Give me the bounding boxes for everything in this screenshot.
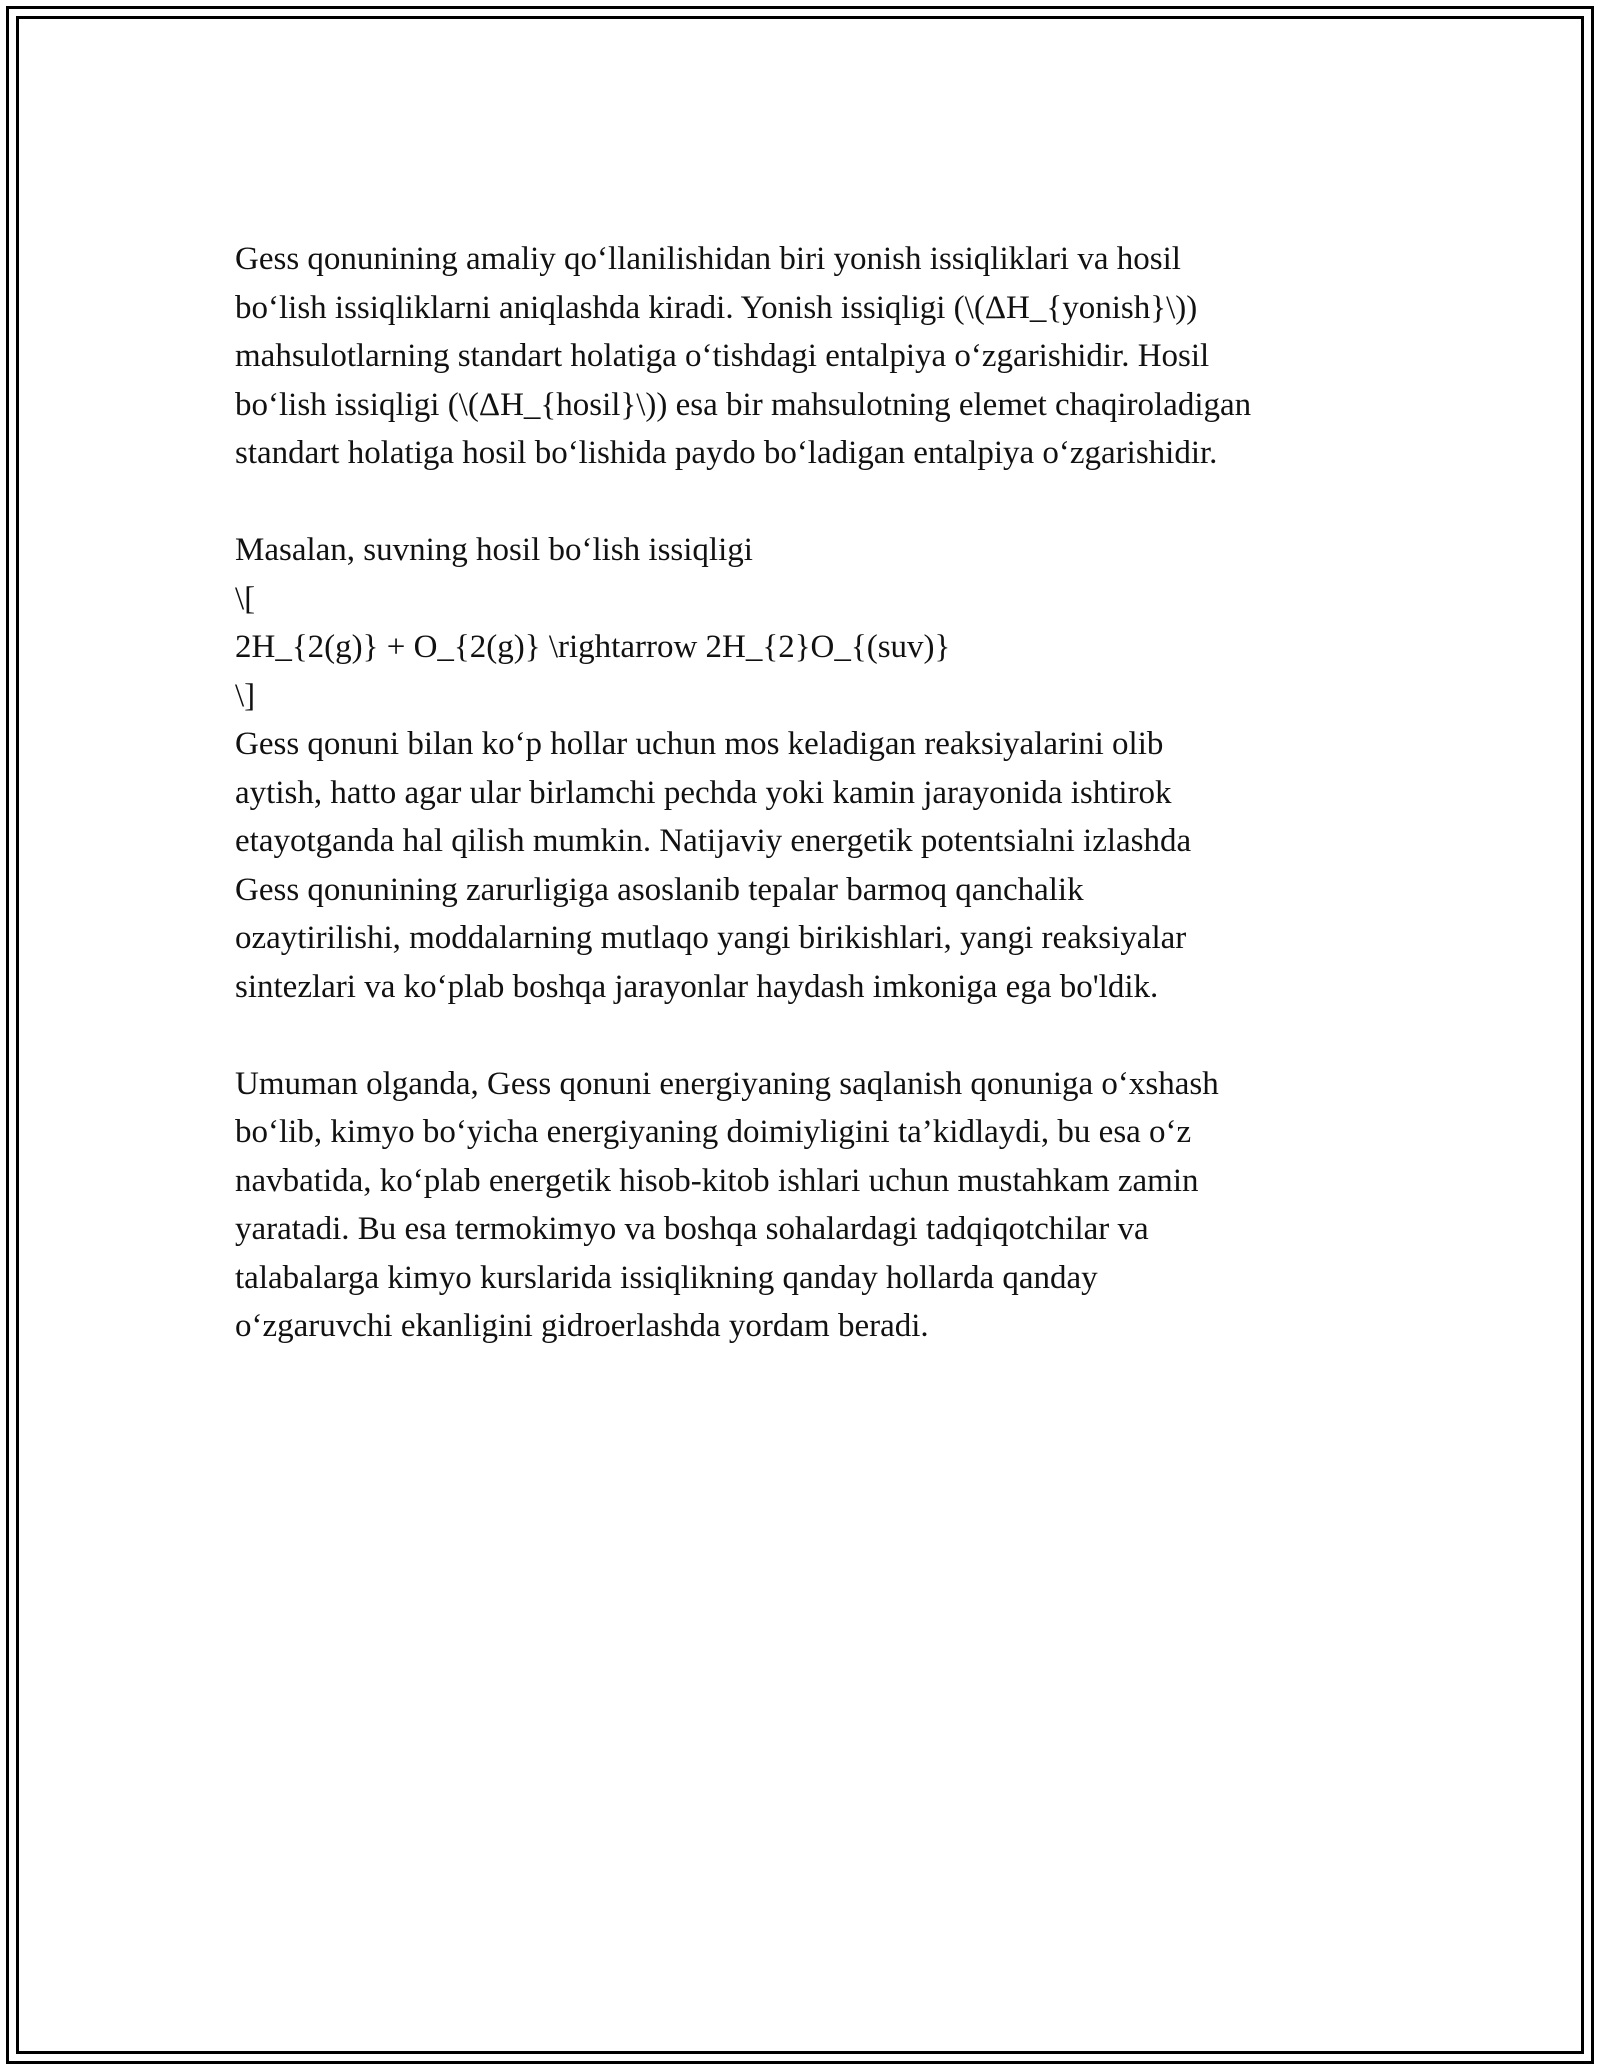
- text-line: sintezlari va ko‘plab boshqa jarayonlar haydash imkoniga ega bo'ldik.: [235, 968, 1159, 1005]
- text-line: Umuman olganda, Gess qonuni energiyaning saqlanish qonuniga o‘xshash: [235, 1065, 1219, 1102]
- document-body: [235, 235, 1395, 1351]
- equation-open-delimiter: \[: [235, 580, 256, 617]
- text-line: standart holatiga hosil bo‘lishida paydo bo‘ladigan entalpiya o‘zgarishidir.: [235, 435, 1218, 471]
- text-line: Masalan, suvning hosil bo‘lish issiqligi: [235, 532, 753, 568]
- text-line: bo‘lish issiqligi (\(ΔH_{hosil}\)) esa bir mahsulotning elemet chaqiroladigan: [235, 386, 1252, 423]
- text-line: yaratadi. Bu esa termokimyo va boshqa sohalardagi tadqiqotchilar va: [235, 1211, 1149, 1247]
- text-line: mahsulotlarning standart holatiga o‘tishdagi entalpiya o‘zgarishidir. Hosil: [235, 338, 1210, 374]
- text-line: bo‘lish issiqliklarni aniqlashda kiradi. Yonish issiqligi (\(ΔH_{yonish}\)): [235, 289, 1198, 326]
- text-line: Gess qonunining amaliy qo‘llanilishidan biri yonish issiqliklari va hosil: [235, 241, 1181, 277]
- equation-line: 2H_{2(g)} + O_{2(g)} \rightarrow 2H_{2}O_{(suv)}: [235, 629, 951, 665]
- text-line: Gess qonunining zarurligiga asoslanib tepalar barmoq qanchalik: [235, 871, 1084, 908]
- text-line: bo‘lib, kimyo bo‘yicha energiyaning doimiyligini ta’kidlaydi, bu esa o‘z: [235, 1114, 1192, 1150]
- text-line: o‘zgaruvchi ekanligini gidroerlashda yordam beradi.: [235, 1308, 929, 1344]
- text-line: Gess qonuni bilan ko‘p hollar uchun mos keladigan reaksiyalarini olib: [235, 726, 1164, 762]
- text-line: aytish, hatto agar ular birlamchi pechda yoki kamin jarayonida ishtirok: [235, 774, 1172, 811]
- text-line: etayotganda hal qilish mumkin. Natijaviy energetik potentsialni izlashda: [235, 823, 1192, 859]
- paragraph-2: [235, 526, 1395, 1011]
- text-line: navbatida, ko‘plab energetik hisob-kitob ishlari uchun mustahkam zamin: [235, 1162, 1199, 1199]
- text-line: ozaytirilishi, moddalarning mutlaqo yangi birikishlari, yangi reaksiyalar: [235, 920, 1187, 956]
- equation-close-delimiter: \]: [235, 677, 256, 714]
- paragraph-3: [235, 1060, 1395, 1351]
- paragraph-1: [235, 235, 1395, 478]
- text-line: talabalarga kimyo kurslarida issiqlikning qanday hollarda qanday: [235, 1259, 1098, 1296]
